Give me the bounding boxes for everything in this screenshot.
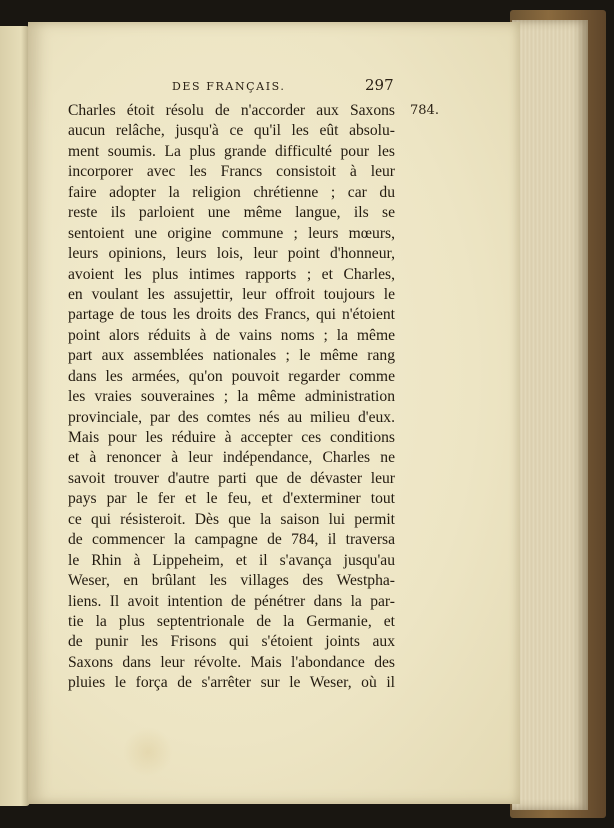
text-line: tie la plus septentrionale de la Germanie, et (68, 612, 395, 630)
text-line: et à renoncer à leur indépendance, Charles ne (68, 449, 395, 467)
text-line: Charles étoit résolu de n'accorder aux Saxons (68, 102, 395, 119)
text-line: Saxons dans leur révolte. Mais l'abondance des (68, 653, 395, 671)
text-line: de commencer la campagne de 784, il traversa (68, 531, 395, 549)
text-line: aucun relâche, jusqu'à ce qu'il les eût absolu- (68, 122, 395, 140)
text-line: incorporer avec les Francs consistoit à leur (68, 163, 395, 181)
text-line: en voulant les assujettir, leur offroit toujours le (68, 285, 395, 303)
text-line: faire adopter la religion chrétienne ; car du (68, 183, 395, 201)
text-line: de punir les Frisons qui s'étoient joints aux (68, 633, 395, 651)
text-line: liens. Il avoit intention de pénétrer dans la par- (68, 592, 395, 610)
text-line: sentoient une origine commune ; leurs mœurs, (68, 224, 395, 242)
text-line: ce qui résisteroit. Dès que la saison lui permit (68, 510, 395, 528)
text-line: point alors réduits à de vains noms ; la même (68, 326, 395, 344)
text-line: leurs opinions, leurs lois, leur point d'honneur, (68, 245, 395, 263)
text-line: reste ils parloient une même langue, ils se (68, 204, 395, 222)
text-line: pluies le força de s'arrêter sur le Weser, où il (68, 674, 395, 692)
text-line: les vraies souveraines ; la même administration (68, 388, 395, 406)
text-line: Mais pour les réduire à accepter ces conditions (68, 429, 395, 446)
text-line: partage de tous les droits des Francs, qui n'étoient (68, 306, 395, 324)
text-line: part aux assemblées nationales ; le même rang (68, 347, 395, 365)
text-line: ment soumis. La plus grande difficulté pour les (68, 142, 395, 160)
text-line: savoit trouver d'autre parti que de dévaster leur (68, 469, 395, 487)
margin-year-note: 784. (410, 103, 439, 118)
text-line: pays par le fer et le feu, et d'exterminer tout (68, 490, 395, 508)
page-number: 297 (365, 76, 394, 94)
running-head: DES FRANÇAIS. (172, 80, 286, 93)
body-text (68, 101, 395, 694)
paper-stain (123, 727, 173, 777)
text-line: provinciale, par des comtes nés au milieu d'eux. (68, 408, 395, 426)
text-line: Weser, en brûlant les villages des Westpha- (68, 572, 395, 590)
text-line: le Rhin à Lippeheim, et il s'avança jusqu'au (68, 551, 395, 569)
text-line: dans les armées, qu'on pouvoit regarder comme (68, 367, 395, 385)
text-line: avoient les plus intimes rapports ; et Charles, (68, 265, 395, 283)
facing-page-edge (0, 26, 30, 806)
page-edges (512, 20, 588, 810)
